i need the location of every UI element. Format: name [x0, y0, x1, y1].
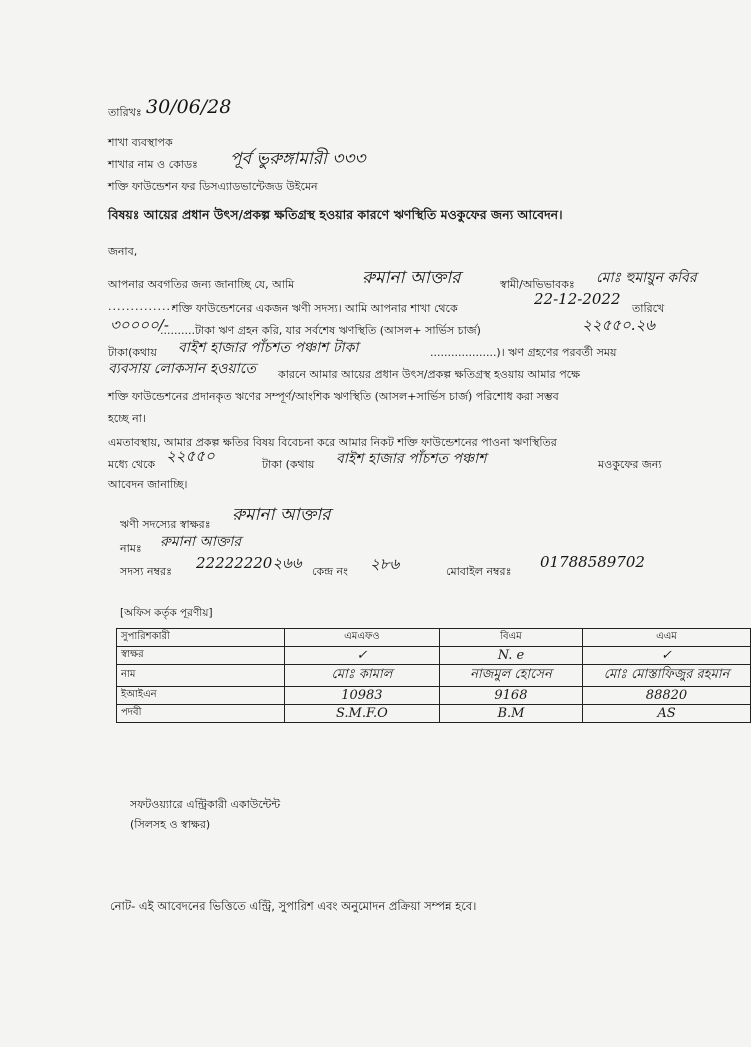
mfo-designation: S.M.F.O	[284, 705, 439, 723]
name-handwritten: রুমানা আক্তার	[160, 534, 242, 550]
balance-words-handwritten: বাইশ হাজার পাঁচশত পঞ্চাশ টাকা	[178, 340, 359, 356]
signature-label: ঋণী সদস্যের স্বাক্ষরঃ	[120, 518, 211, 531]
header-recommender: সুপারিশকারী	[117, 629, 285, 647]
row-label: স্বাক্ষর	[117, 647, 285, 665]
p2-line2-b: টাকা (কথায়	[262, 458, 315, 471]
p1-line1-a: আপনার অবগতির জন্য জানাচ্ছি যে, আমি	[108, 278, 295, 291]
center-label: কেন্দ্র নং	[312, 565, 348, 578]
loan-amount-handwritten: ৩০০০০/-	[110, 316, 169, 334]
mfo-name: মোঃ কামাল	[284, 665, 439, 687]
reason-handwritten: ব্যবসায় লোকসান হওয়াতে	[108, 361, 256, 377]
bm-signature: N. e	[439, 647, 582, 665]
signature-handwritten: রুমানা আক্তার	[232, 505, 331, 525]
member-name-handwritten: রুমানা আক্তার	[362, 268, 461, 288]
am-ein: 88820	[582, 687, 750, 705]
loan-date-handwritten: 22-12-2022	[534, 290, 621, 308]
waive-amount-handwritten: ২২৫৫০	[166, 447, 215, 465]
p1-line2-text: শক্তি ফাউন্ডেশনের একজন ঋণী সদস্য। আমি আপনার শাখা থেকে	[172, 302, 458, 315]
row-label: নাম	[117, 665, 285, 687]
table-row	[117, 665, 751, 687]
guardian-handwritten: মোঃ হুমায়ুন কবির	[596, 270, 697, 286]
bm-name: নাজমুল হোসেন	[439, 665, 582, 687]
p1-line1-b: স্বামী/অভিভাবকঃ	[500, 278, 575, 291]
center-handwritten: ২৮৬	[370, 555, 400, 573]
table-row	[117, 687, 751, 705]
mfo-signature: ✓	[284, 647, 439, 665]
p1-line3-text: ..........টাকা ঋণ গ্রহন করি, যার সর্বশেষ ঋণস্থিতি (আসল+ সার্ভিস চার্জ)	[160, 324, 481, 337]
table-row	[117, 647, 751, 665]
organization-name: শক্তি ফাউন্ডেশন ফর ডিসএ্যাডভান্টেজড উইমেন	[108, 180, 318, 193]
branch-handwritten: পূর্ব ভুরুঙ্গামারী ৩৩৩	[230, 149, 366, 169]
p1-line4-a: টাকা(কথায়	[108, 346, 157, 359]
p2-line3-text: আবেদন জানাচ্ছি।	[108, 478, 188, 491]
row-label: ইআইএন	[117, 687, 285, 705]
p1-line7-text: হচ্ছে না।	[108, 412, 146, 425]
office-recommendation-table	[116, 628, 751, 723]
balance-handwritten: ২২৫৫০.২৬	[582, 316, 655, 334]
row-label: পদবী	[117, 705, 285, 723]
table-row	[117, 705, 751, 723]
p2-line2-a: মধ্যে থেকে	[108, 458, 156, 471]
branch-label: শাখার নাম ও কোডঃ	[108, 158, 198, 171]
mfo-ein: 10983	[284, 687, 439, 705]
waive-words-handwritten: বাইশ হাজার পাঁচশত পঞ্চাশ	[336, 451, 487, 467]
mobile-handwritten: 01788589702	[540, 553, 645, 571]
date-label: তারিখঃ	[108, 106, 142, 119]
p1-line5-text: কারনে আমার আয়ের প্রধান উৎস/প্রকল্প ক্ষতিগ্রস্থ হওয়ায় আমার পক্ষে	[278, 368, 581, 381]
table-header-row	[117, 629, 751, 647]
mobile-label: মোবাইল নম্বরঃ	[446, 565, 512, 578]
office-heading: [অফিস কর্তৃক পূরণীয়]	[120, 607, 213, 619]
member-number-handwritten: 22222220২৬৬	[196, 554, 302, 572]
p1-line6-text: শক্তি ফাউন্ডেশনের প্রদানকৃত ঋণের সম্পূর্ণ/আংশিক ঋণস্থিতি (আসল+সার্ভিস চার্জ) পরিশোধ করা সম্ভব	[108, 390, 559, 403]
am-signature: ✓	[582, 647, 750, 665]
p1-line4-b: ...................)। ঋণ গ্রহণের পরবর্তী সময়	[430, 346, 617, 359]
header-bm: বিএম	[439, 629, 582, 647]
name-label: নামঃ	[120, 542, 142, 555]
p2-line2-c: মওকুফের জন্য	[598, 458, 662, 471]
header-mfo: এমএফও	[284, 629, 439, 647]
recipient-title: শাখা ব্যবস্থাপক	[108, 136, 173, 149]
am-designation: AS	[582, 705, 750, 723]
p1-line2-suffix: তারিখে	[632, 302, 665, 315]
p2-line1-text: এমতাবস্থায়, আমার প্রকল্প ক্ষতির বিষয় বিবেচনা করে আমার নিকট শক্তি ফাউন্ডেশনের পাওনা ঋণস্থিতির	[108, 436, 557, 449]
salutation: জনাব,	[108, 245, 138, 258]
date-handwritten: 30/06/28	[146, 96, 232, 118]
p1-line2-dots: ...............	[108, 300, 176, 313]
am-name: মোঃ মোস্তাফিজুর রহমান	[582, 665, 750, 687]
seal-signature-label: (সিলসহ ও স্বাক্ষর)	[130, 818, 211, 831]
bm-ein: 9168	[439, 687, 582, 705]
accountant-label: সফটওয়্যারে এন্ট্রিকারী একাউন্টেন্ট	[130, 798, 281, 811]
member-number-label: সদস্য নম্বরঃ	[120, 565, 172, 578]
header-am: এএম	[582, 629, 750, 647]
bm-designation: B.M	[439, 705, 582, 723]
subject-line: বিষয়ঃ আয়ের প্রধান উৎস/প্রকল্প ক্ষতিগ্রস্থ হওয়ার কারণে ঋণস্থিতি মওকুফের জন্য আবেদন।	[108, 207, 563, 222]
footer-note: নোট- এই আবেদনের ভিত্তিতে এন্ট্রি, সুপারিশ এবং অনুমোদন প্রক্রিয়া সম্পন্ন হবে।	[110, 899, 477, 913]
